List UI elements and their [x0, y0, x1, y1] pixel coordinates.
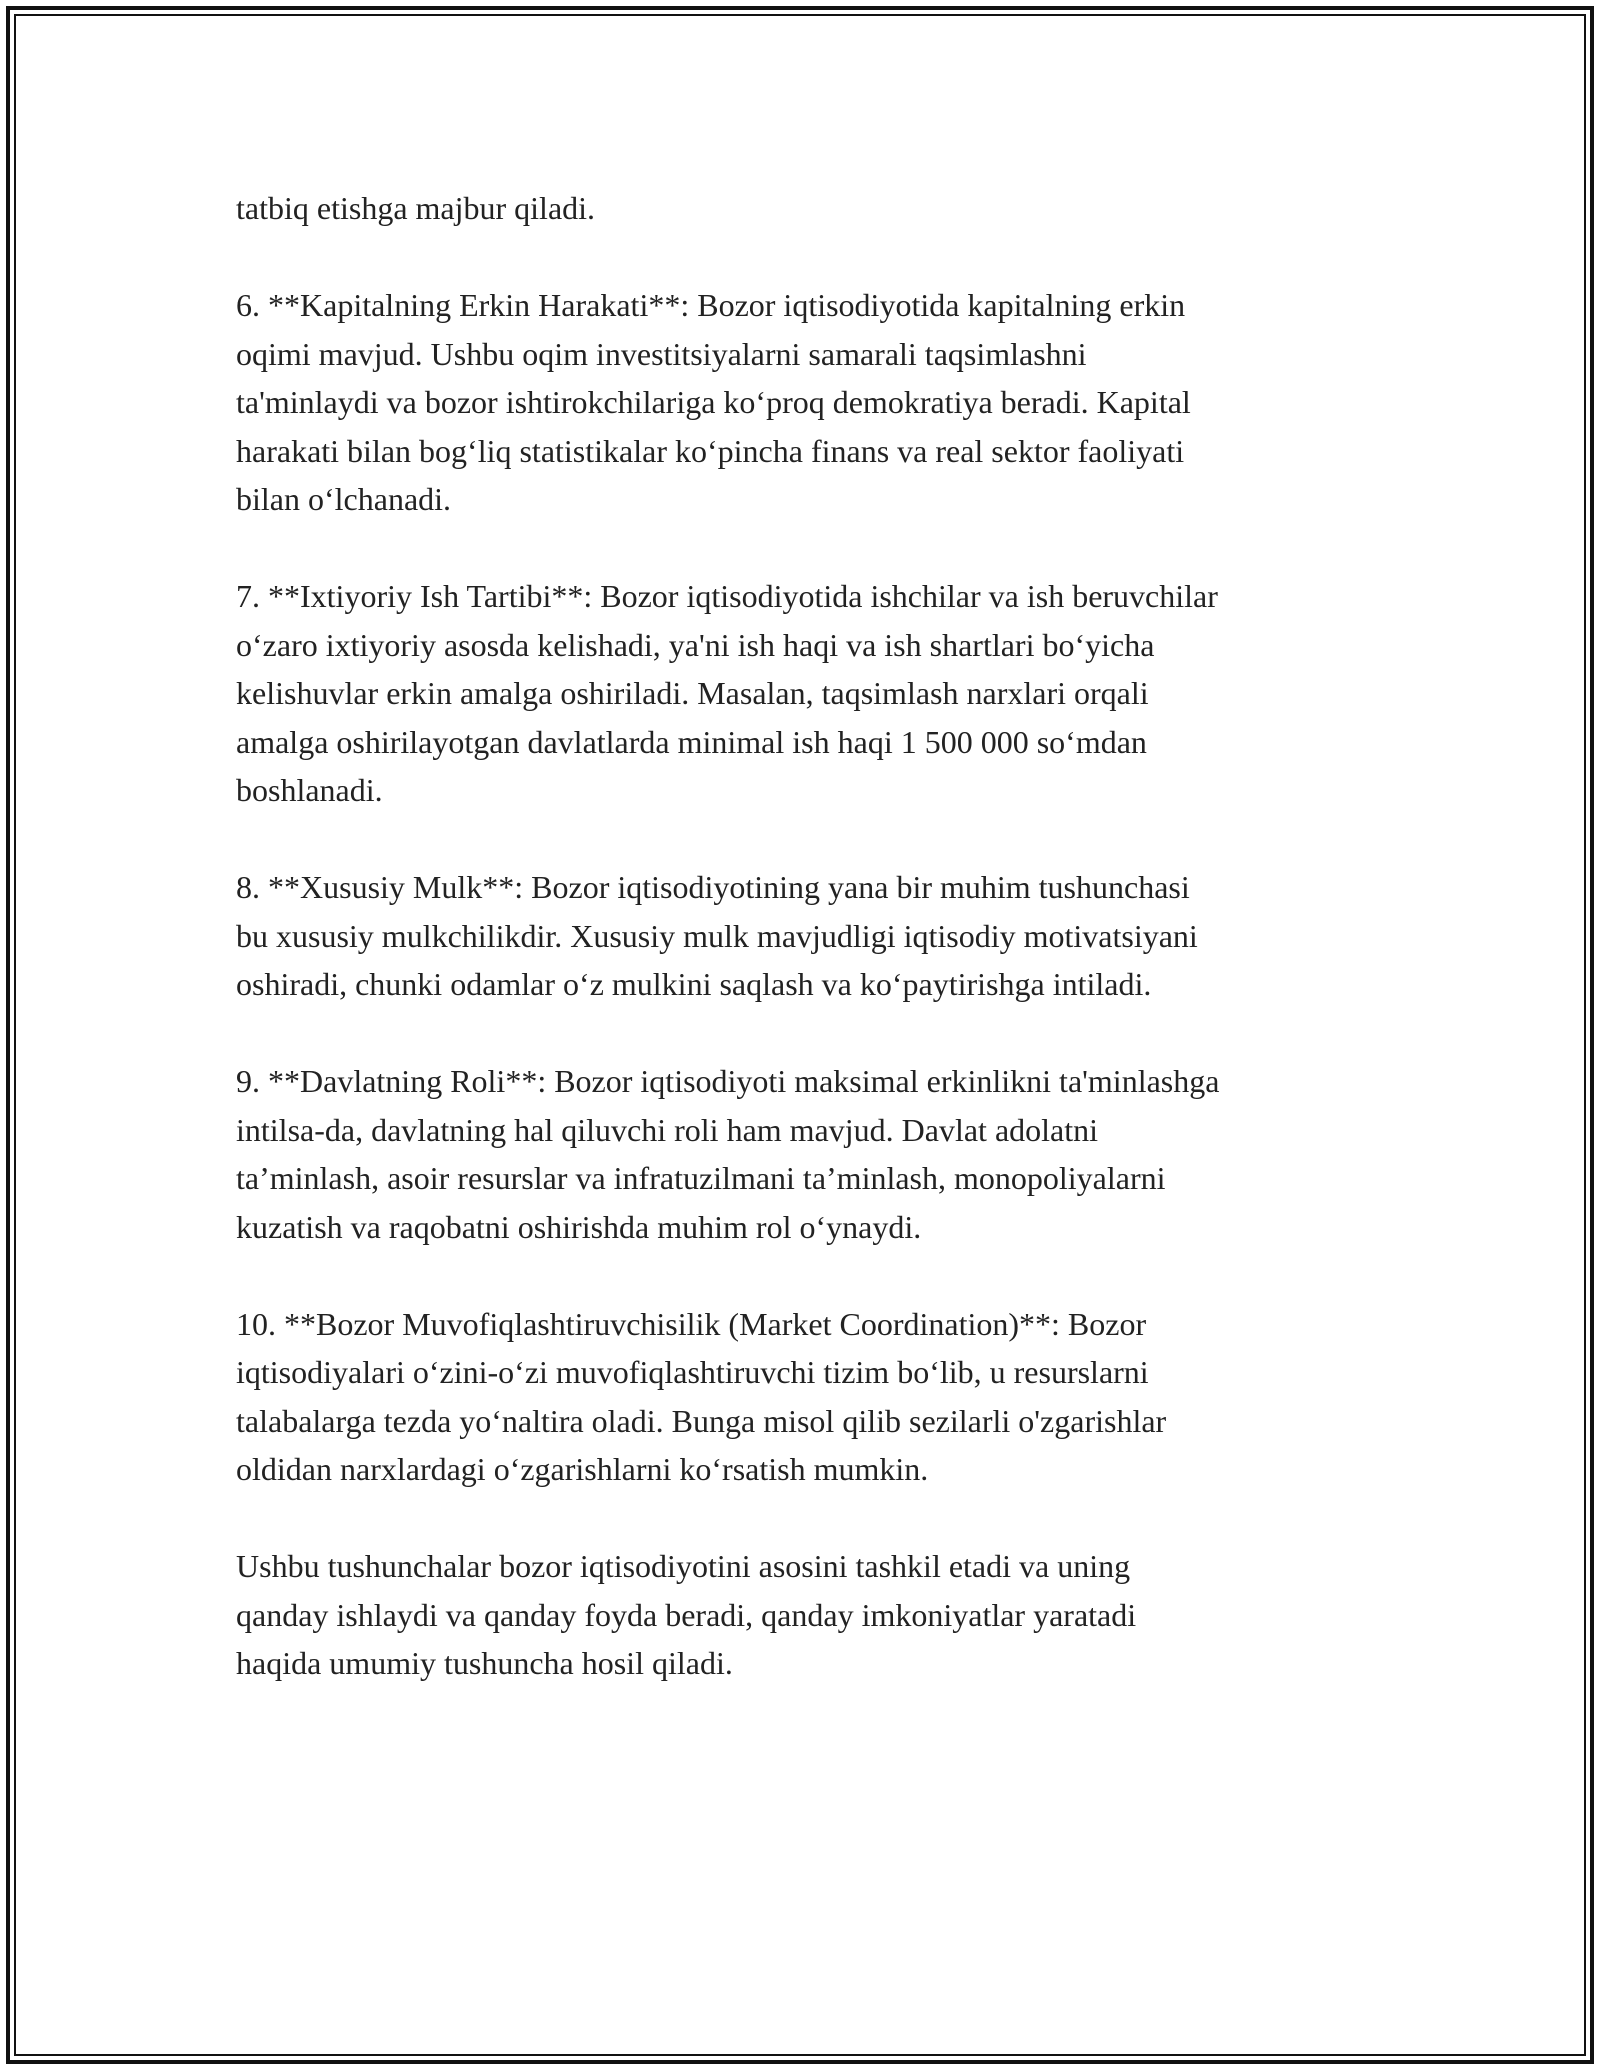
- paragraph-item-8: 8. **Xususiy Mulk**: Bozor iqtisodiyotining yana bir muhim tushunchasi bu xususiy mulkchilikdir. Xususiy mulk mavjudligi iqtisodiy motivatsiyani oshiradi, chunki odamlar o‘z mulkini saqlash va ko‘paytirishga intiladi.: [236, 869, 1198, 1002]
- paragraph-item-10: 10. **Bozor Muvofiqlashtiruvchisilik (Market Coordination)**: Bozor iqtisodiyalari o‘zini-o‘zi muvofiqlashtiruvchi tizim bo‘lib, u resurslarni talabalarga tezda yo‘naltira oladi. Bunga misol qilib sezilarli o'zgarishlar oldidan narxlardagi o‘zgarishlarni ko‘rsatish mumkin.: [236, 1305, 1167, 1487]
- paragraph-item-7: 7. **Ixtiyoriy Ish Tartibi**: Bozor iqtisodiyotida ishchilar va ish beruvchilar o‘zaro ixtiyoriy asosda kelishadi, ya'ni ish haqi va ish shartlari bo‘yicha kelishuvlar erkin amalga oshiriladi. Masalan, taqsimlash narxlari orqali amalga oshirilayotgan davlatlarda minimal ish haqi 1 500 000 so‘mdan boshlanadi.: [236, 578, 1218, 808]
- paragraph-item-6: 6. **Kapitalning Erkin Harakati**: Bozor iqtisodiyotida kapitalning erkin oqimi mavjud. Ushbu oqim investitsiyalarni samarali taqsimlashni ta'minlaydi va bozor ishtirokchilariga ko‘proq demokratiya beradi. Kapital harakati bilan bog‘liq statistikalar ko‘pincha finans va real sektor faoliyati bilan o‘lchanadi.: [236, 287, 1191, 517]
- paragraph-conclusion: Ushbu tushunchalar bozor iqtisodiyotini asosini tashkil etadi va uning qanday ishlaydi va qanday foyda beradi, qanday imkoniyatlar yaratadi haqida umumiy tushuncha hosil qiladi.: [236, 1548, 1137, 1681]
- paragraph-item-9: 9. **Davlatning Roli**: Bozor iqtisodiyoti maksimal erkinlikni ta'minlashga intilsa-da, davlatning hal qiluvchi roli ham mavjud. Davlat adolatni ta’minlash, asoir resurslar va infratuzilmani ta’minlash, monopoliyalarni kuzatish va raqobatni oshirishda muhim rol o‘ynaydi.: [236, 1063, 1220, 1245]
- document-body: [236, 184, 1376, 1736]
- paragraph-continuation: tatbiq etishga majbur qiladi.: [236, 190, 596, 226]
